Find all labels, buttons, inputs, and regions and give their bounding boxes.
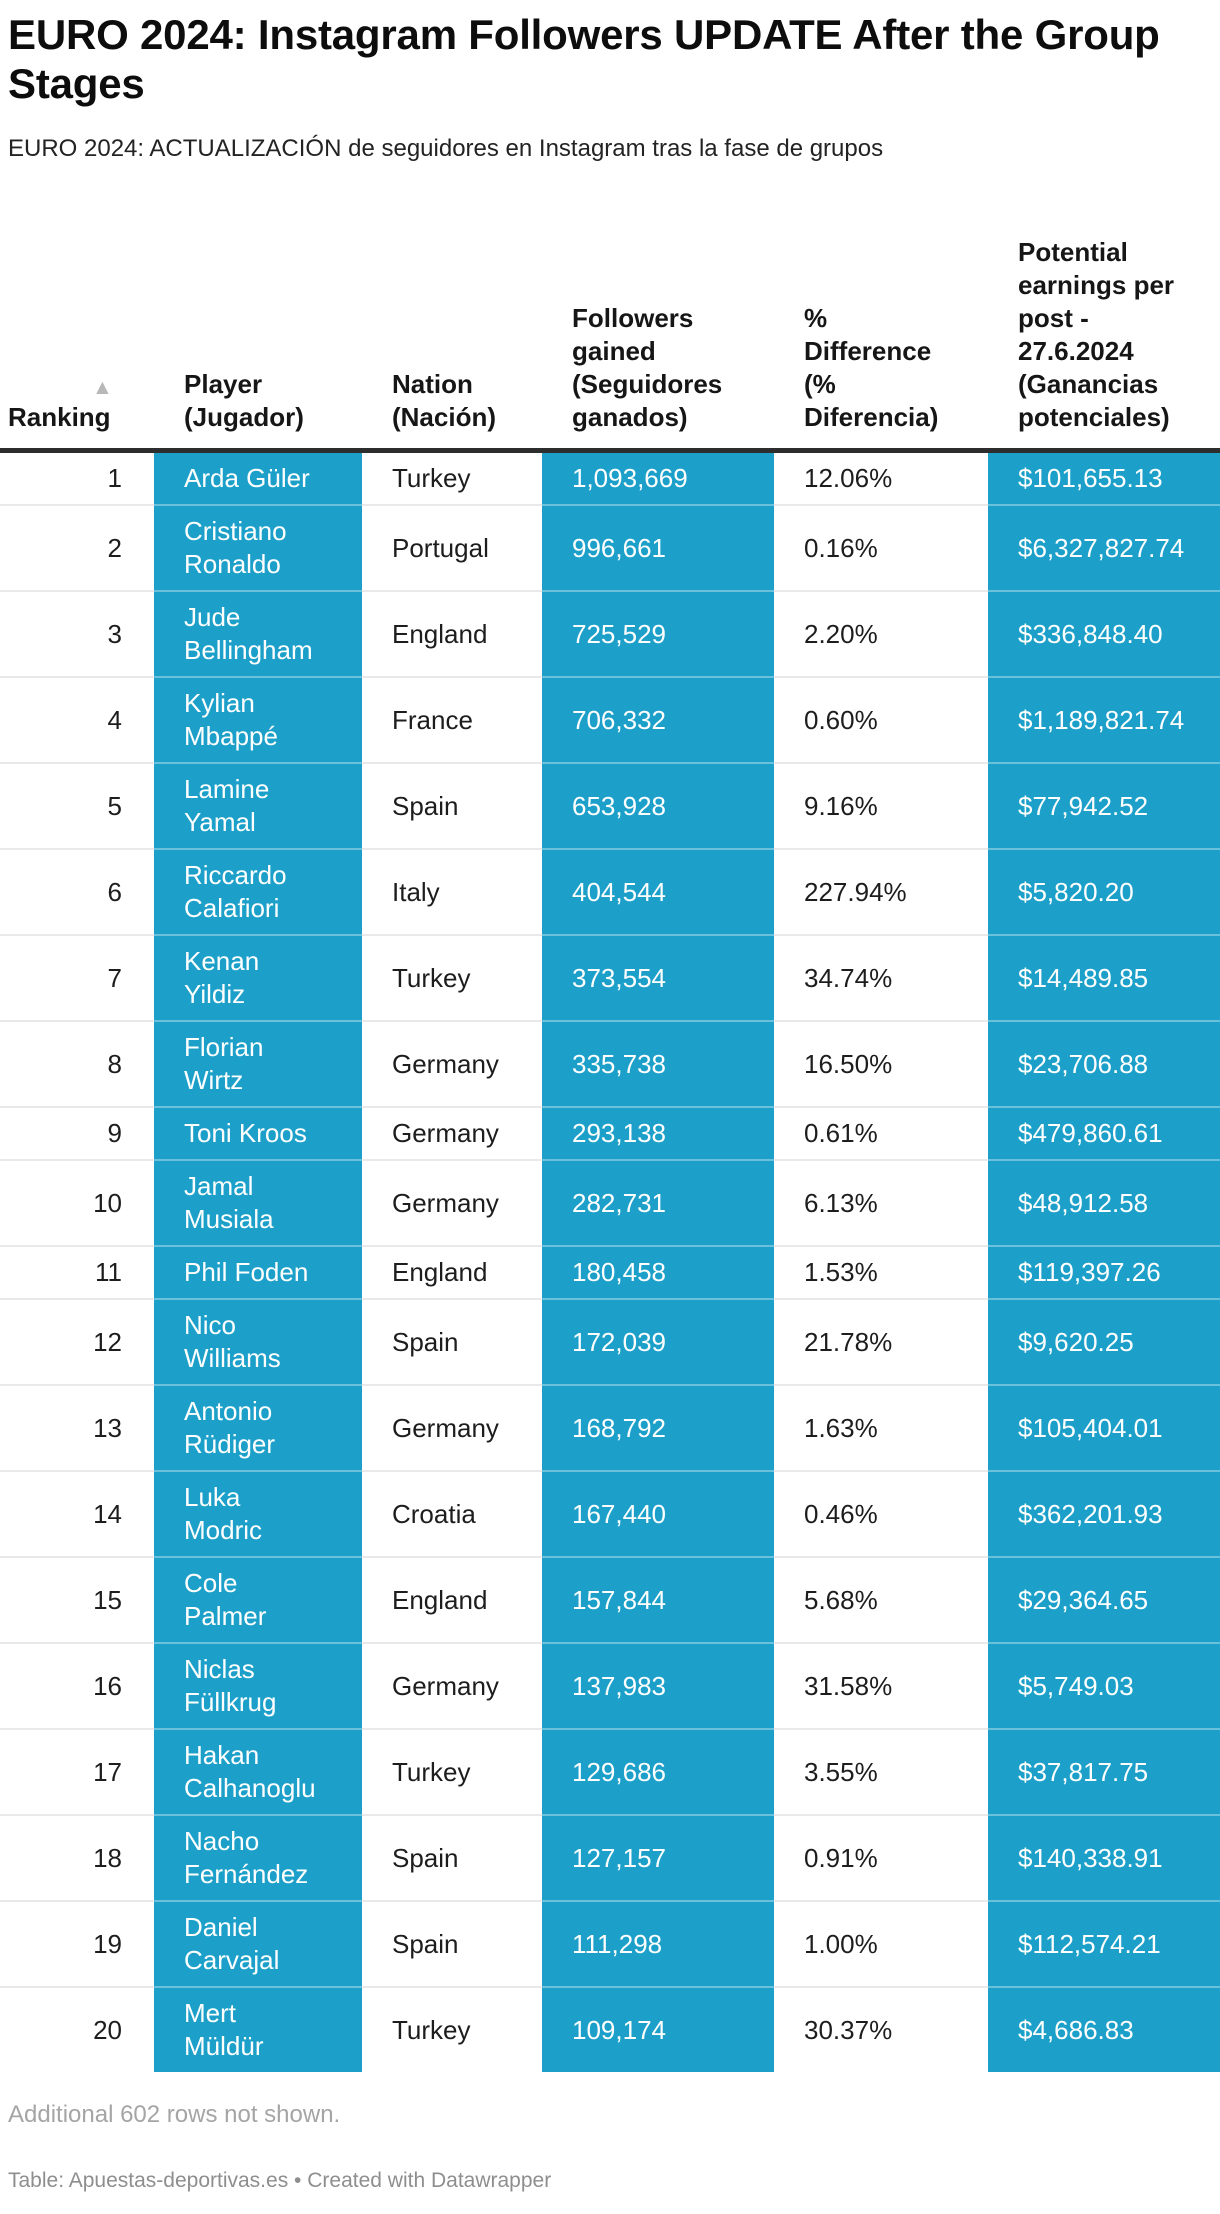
page-subtitle: EURO 2024: ACTUALIZACIÓN de seguidores en Instagram tras la fase de grupos [8,135,884,162]
cell-followers-gained: 293,138 [542,1107,774,1160]
table-row [0,1643,1220,1729]
cell-player [154,1160,362,1246]
cell-percent-difference: 0.60% [774,677,988,763]
additional-rows-note: Additional 602 rows not shown. [8,2101,341,2128]
cell-nation: Germany [362,1107,542,1160]
column-header-player[interactable] [154,236,362,451]
cell-ranking: 3 [0,591,154,677]
cell-potential-earnings: $37,817.75 [988,1729,1220,1815]
player-name: Hakan Calhanoglu [184,1740,316,1803]
player-name: Kenan Yildiz [184,946,260,1009]
player-name: Riccardo Calafiori [184,860,287,923]
cell-player [154,1643,362,1729]
cell-player [154,1021,362,1107]
cell-percent-difference: 1.53% [774,1246,988,1299]
cell-ranking: 13 [0,1385,154,1471]
cell-followers-gained: 1,093,669 [542,451,774,506]
table-row [0,1246,1220,1299]
player-name: Cole Palmer [184,1568,267,1631]
cell-percent-difference: 21.78% [774,1299,988,1385]
cell-ranking: 12 [0,1299,154,1385]
cell-potential-earnings: $112,574.21 [988,1901,1220,1987]
cell-player [154,1729,362,1815]
cell-percent-difference: 3.55% [774,1729,988,1815]
cell-followers-gained: 282,731 [542,1160,774,1246]
column-header-label: Followers gained (Seguidores ganados) [572,303,723,432]
cell-percent-difference: 0.16% [774,505,988,591]
cell-potential-earnings: $140,338.91 [988,1815,1220,1901]
cell-player [154,1987,362,2072]
cell-nation: Turkey [362,451,542,506]
cell-nation: Spain [362,1815,542,1901]
cell-potential-earnings: $362,201.93 [988,1471,1220,1557]
cell-potential-earnings: $14,489.85 [988,935,1220,1021]
cell-potential-earnings: $23,706.88 [988,1021,1220,1107]
cell-ranking: 15 [0,1557,154,1643]
cell-player [154,1471,362,1557]
cell-followers-gained: 706,332 [542,677,774,763]
cell-nation: Spain [362,763,542,849]
cell-player [154,1901,362,1987]
cell-ranking: 8 [0,1021,154,1107]
table-row [0,763,1220,849]
cell-potential-earnings: $479,860.61 [988,1107,1220,1160]
cell-player [154,849,362,935]
cell-percent-difference: 34.74% [774,935,988,1021]
cell-nation: Germany [362,1160,542,1246]
player-name: Lamine Yamal [184,774,270,837]
table-row [0,1299,1220,1385]
cell-potential-earnings: $77,942.52 [988,763,1220,849]
player-name: Arda Güler [184,463,310,493]
cell-followers-gained: 157,844 [542,1557,774,1643]
column-header-nation[interactable] [362,236,542,451]
cell-nation: Spain [362,1299,542,1385]
cell-potential-earnings: $5,749.03 [988,1643,1220,1729]
cell-percent-difference: 0.61% [774,1107,988,1160]
player-name: Florian Wirtz [184,1032,264,1095]
player-name: Kylian Mbappé [184,688,278,751]
cell-followers-gained: 172,039 [542,1299,774,1385]
cell-potential-earnings: $9,620.25 [988,1299,1220,1385]
cell-potential-earnings: $101,655.13 [988,451,1220,506]
table-header-row [0,236,1220,451]
cell-ranking: 6 [0,849,154,935]
cell-potential-earnings: $1,189,821.74 [988,677,1220,763]
sort-ascending-icon: ▲ [92,376,113,399]
cell-followers-gained: 335,738 [542,1021,774,1107]
cell-ranking: 2 [0,505,154,591]
cell-nation: Germany [362,1021,542,1107]
cell-nation: England [362,1557,542,1643]
cell-player [154,505,362,591]
table-row [0,677,1220,763]
cell-percent-difference: 9.16% [774,763,988,849]
cell-percent-difference: 16.50% [774,1021,988,1107]
column-header-percent-difference[interactable] [774,236,988,451]
table-row [0,591,1220,677]
cell-ranking: 20 [0,1987,154,2072]
cell-percent-difference: 1.00% [774,1901,988,1987]
cell-potential-earnings: $48,912.58 [988,1160,1220,1246]
cell-followers-gained: 137,983 [542,1643,774,1729]
cell-nation: Portugal [362,505,542,591]
credit-separator: • [294,2169,302,2192]
cell-player [154,763,362,849]
column-header-label: Nation (Nación) [392,369,496,432]
cell-percent-difference: 5.68% [774,1557,988,1643]
cell-nation: France [362,677,542,763]
cell-player [154,1107,362,1160]
table-body [0,451,1220,2073]
cell-followers-gained: 373,554 [542,935,774,1021]
cell-player [154,1557,362,1643]
player-name: Nacho Fernández [184,1826,309,1889]
player-name: Jude Bellingham [184,602,313,665]
source-link[interactable]: Apuestas-deportivas.es [68,2169,289,2192]
cell-percent-difference: 6.13% [774,1160,988,1246]
cell-ranking: 17 [0,1729,154,1815]
player-name: Phil Foden [184,1257,309,1287]
page-title: EURO 2024: Instagram Followers UPDATE After the Group Stages [8,11,1160,107]
cell-nation: Spain [362,1901,542,1987]
cell-potential-earnings: $4,686.83 [988,1987,1220,2072]
cell-ranking: 11 [0,1246,154,1299]
column-header-label: % Difference (% Diferencia) [804,303,939,432]
cell-percent-difference: 0.91% [774,1815,988,1901]
table-row [0,1107,1220,1160]
table-row [0,1021,1220,1107]
table-row [0,1385,1220,1471]
cell-potential-earnings: $5,820.20 [988,849,1220,935]
player-name: Daniel Carvajal [184,1912,280,1975]
column-header-ranking[interactable] [0,236,154,451]
cell-nation: Germany [362,1385,542,1471]
column-header-potential-earnings[interactable] [988,236,1220,451]
column-header-label: Ranking [8,402,111,432]
cell-percent-difference: 1.63% [774,1385,988,1471]
cell-player [154,1299,362,1385]
column-header-label: Potential earnings per post - 27.6.2024 (Ganancias potenciales) [1018,237,1175,432]
cell-potential-earnings: $119,397.26 [988,1246,1220,1299]
column-header-followers-gained[interactable] [542,236,774,451]
cell-ranking: 9 [0,1107,154,1160]
player-name: Niclas Füllkrug [184,1654,277,1717]
column-header-label: Player (Jugador) [184,369,304,432]
cell-followers-gained: 168,792 [542,1385,774,1471]
table-row [0,1815,1220,1901]
cell-nation: Turkey [362,1987,542,2072]
cell-followers-gained: 180,458 [542,1246,774,1299]
player-name: Luka Modric [184,1482,263,1545]
cell-ranking: 16 [0,1643,154,1729]
table-row [0,1987,1220,2072]
player-name: Toni Kroos [184,1118,307,1148]
cell-percent-difference: 0.46% [774,1471,988,1557]
table-row [0,935,1220,1021]
cell-percent-difference: 12.06% [774,451,988,506]
table-row [0,1901,1220,1987]
datawrapper-credit-link[interactable]: Created with Datawrapper [307,2169,552,2192]
cell-potential-earnings: $336,848.40 [988,591,1220,677]
table-row [0,1471,1220,1557]
cell-ranking: 5 [0,763,154,849]
cell-player [154,935,362,1021]
cell-player [154,1246,362,1299]
table-row [0,1729,1220,1815]
cell-ranking: 10 [0,1160,154,1246]
cell-followers-gained: 109,174 [542,1987,774,2072]
cell-ranking: 4 [0,677,154,763]
cell-potential-earnings: $29,364.65 [988,1557,1220,1643]
cell-nation: England [362,1246,542,1299]
table-row [0,849,1220,935]
cell-followers-gained: 167,440 [542,1471,774,1557]
cell-nation: Turkey [362,1729,542,1815]
cell-nation: Italy [362,849,542,935]
cell-followers-gained: 996,661 [542,505,774,591]
cell-nation: England [362,591,542,677]
followers-table [0,236,1220,2072]
player-name: Jamal Musiala [184,1171,274,1234]
player-name: Mert Müldür [184,1998,264,2061]
table-row [0,1160,1220,1246]
source-label: Table: [8,2169,65,2192]
cell-nation: Germany [362,1643,542,1729]
player-name: Cristiano Ronaldo [184,516,287,579]
cell-followers-gained: 127,157 [542,1815,774,1901]
cell-ranking: 14 [0,1471,154,1557]
table-row [0,1557,1220,1643]
cell-percent-difference: 227.94% [774,849,988,935]
cell-ranking: 18 [0,1815,154,1901]
table-credit [8,2168,1212,2194]
cell-percent-difference: 31.58% [774,1643,988,1729]
cell-followers-gained: 111,298 [542,1901,774,1987]
player-name: Nico Williams [184,1310,281,1373]
cell-followers-gained: 725,529 [542,591,774,677]
cell-nation: Croatia [362,1471,542,1557]
cell-followers-gained: 129,686 [542,1729,774,1815]
cell-player [154,677,362,763]
cell-followers-gained: 653,928 [542,763,774,849]
table-row [0,451,1220,506]
cell-percent-difference: 2.20% [774,591,988,677]
player-name: Antonio Rüdiger [184,1396,276,1459]
cell-potential-earnings: $105,404.01 [988,1385,1220,1471]
cell-nation: Turkey [362,935,542,1021]
cell-player [154,591,362,677]
cell-player [154,451,362,506]
cell-player [154,1385,362,1471]
cell-ranking: 19 [0,1901,154,1987]
cell-potential-earnings: $6,327,827.74 [988,505,1220,591]
table-row [0,505,1220,591]
cell-percent-difference: 30.37% [774,1987,988,2072]
cell-player [154,1815,362,1901]
cell-ranking: 7 [0,935,154,1021]
cell-followers-gained: 404,544 [542,849,774,935]
cell-ranking: 1 [0,451,154,506]
